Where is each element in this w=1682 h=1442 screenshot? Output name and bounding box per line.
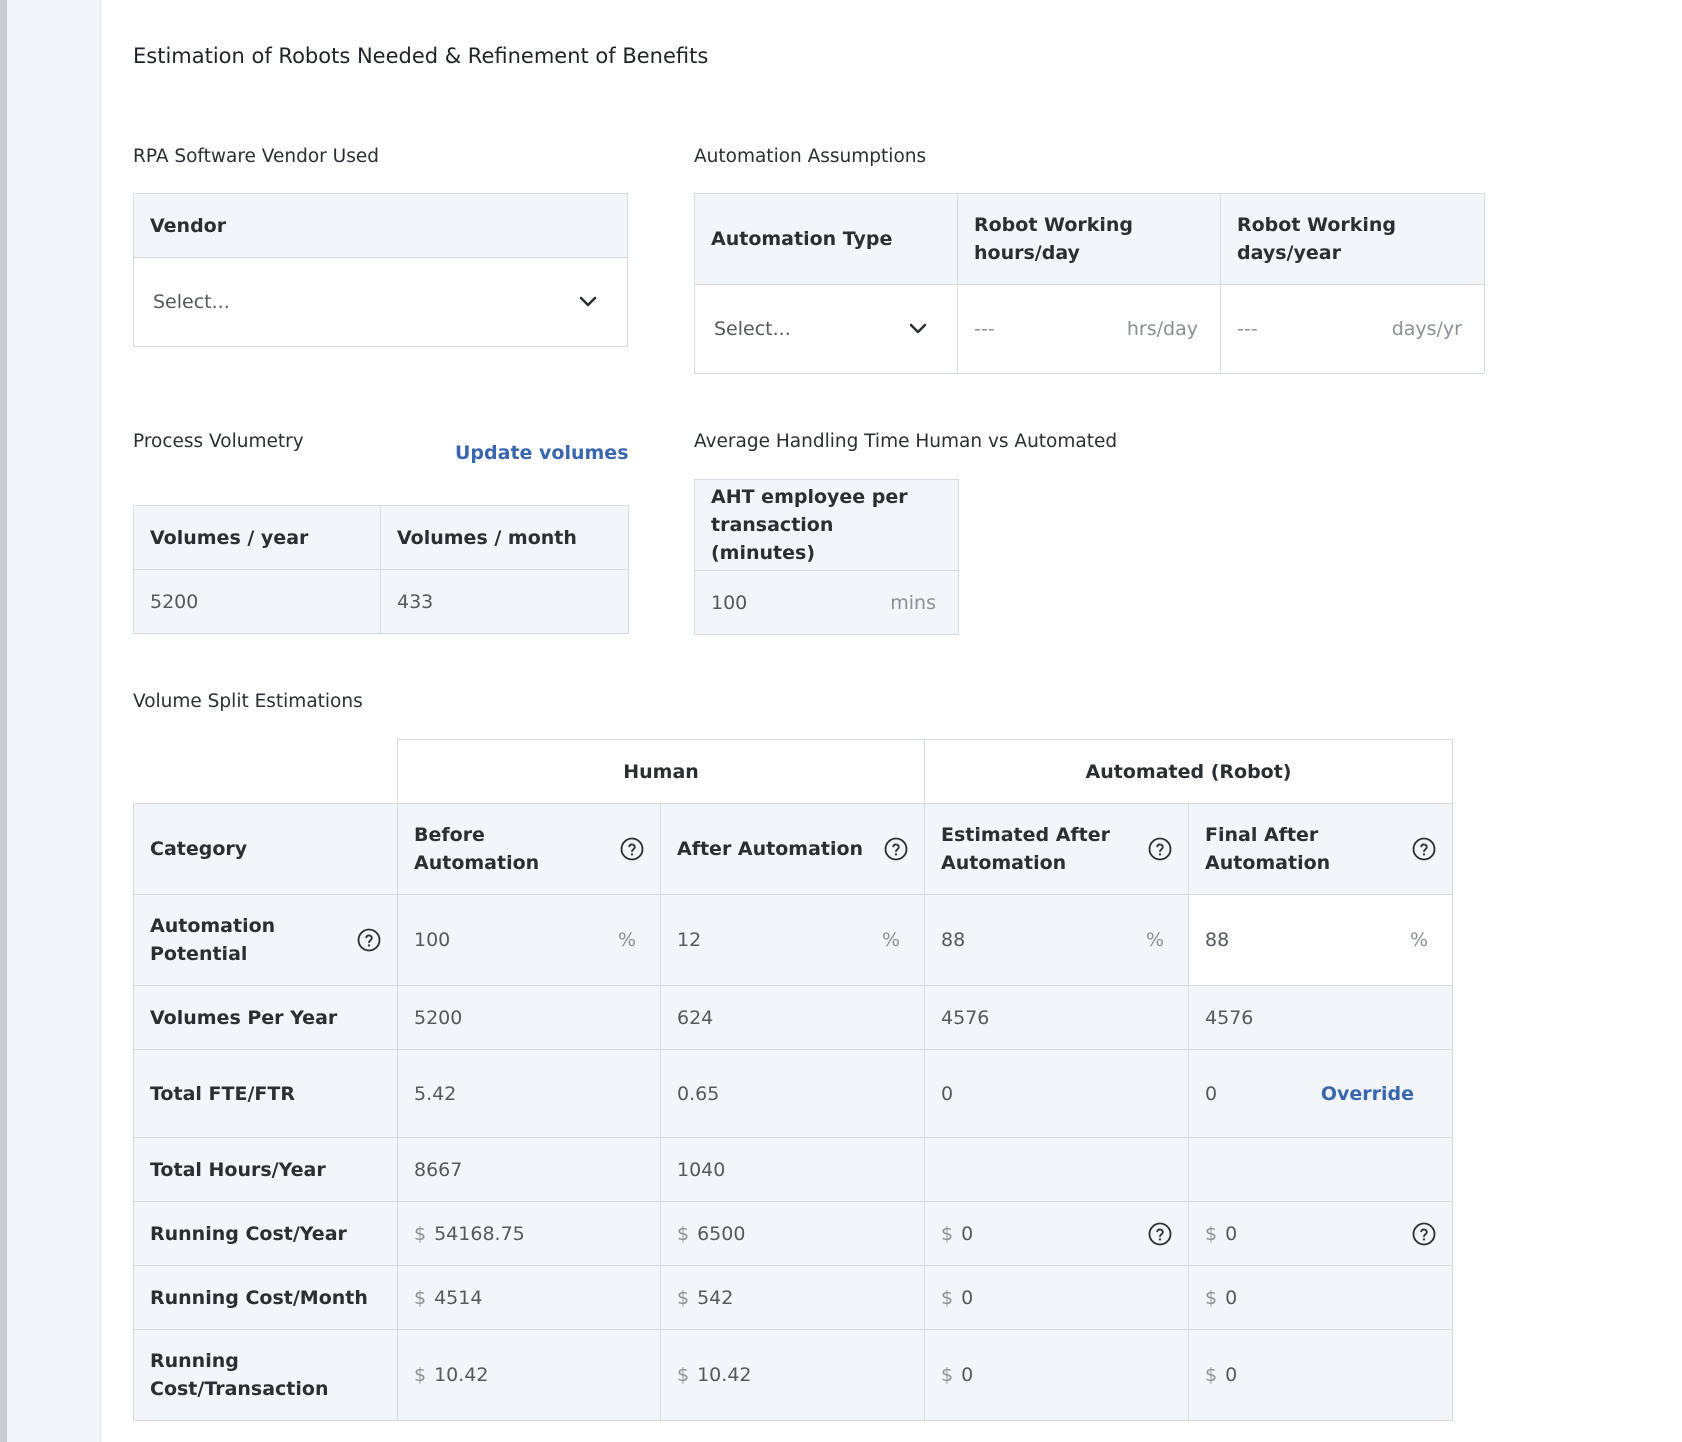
- cost-month-estimated-value: 0: [961, 1286, 974, 1309]
- aht-value-cell: [695, 571, 959, 635]
- final-after-header: [1189, 804, 1453, 895]
- percent-unit: %: [1145, 929, 1165, 951]
- volume-split-table: [133, 739, 1453, 1421]
- cost-month-estimated-cell: [925, 1266, 1189, 1330]
- currency-symbol: $: [677, 1364, 690, 1386]
- vendor-select-value: Select...: [153, 291, 230, 313]
- vendor-header: Vendor: [134, 194, 628, 258]
- percent-unit: %: [881, 929, 901, 951]
- robot-hours-input[interactable]: [958, 285, 1221, 374]
- question-circle-icon[interactable]: [1148, 837, 1172, 861]
- estimated-after-label: Estimated After Automation: [941, 824, 1111, 874]
- potential-final-input[interactable]: [1189, 895, 1453, 986]
- currency-symbol: $: [677, 1286, 690, 1309]
- row-category-label: Total FTE/FTR: [134, 1050, 398, 1138]
- cost-month-final-value: 0: [1225, 1286, 1238, 1309]
- row-category-label: Total Hours/Year: [134, 1138, 398, 1202]
- currency-symbol: $: [414, 1222, 427, 1245]
- table-row: [134, 1266, 1453, 1330]
- currency-symbol: $: [414, 1286, 427, 1309]
- final-after-label: Final After Automation: [1205, 824, 1331, 874]
- robot-days-header: Robot Working days/year: [1221, 194, 1485, 285]
- row-category-label: Automation Potential: [150, 915, 276, 965]
- robot-days-input[interactable]: [1221, 285, 1485, 374]
- cost-txn-after-value: 10.42: [697, 1364, 752, 1386]
- page-title: Estimation of Robots Needed & Refinement of Benefits: [133, 44, 709, 68]
- question-circle-icon[interactable]: [357, 928, 381, 952]
- after-automation-header: [661, 804, 925, 895]
- volumes-after-value: 624: [661, 986, 925, 1050]
- currency-symbol: $: [941, 1364, 954, 1386]
- question-circle-icon[interactable]: [1412, 837, 1436, 861]
- cost-txn-estimated-cell: [925, 1330, 1189, 1421]
- fte-after-value: 0.65: [661, 1050, 925, 1138]
- row-category-label: Running Cost/Year: [134, 1202, 398, 1266]
- fte-before-value: 5.42: [398, 1050, 661, 1138]
- fte-estimated-value: 0: [925, 1050, 1189, 1138]
- cost-txn-final-cell: [1189, 1330, 1453, 1421]
- volumes-year-value: 5200: [134, 570, 381, 634]
- cost-year-final-value: 0: [1225, 1222, 1238, 1245]
- cost-month-after-cell: [661, 1266, 925, 1330]
- percent-unit: %: [617, 929, 636, 951]
- cost-txn-final-value: 0: [1225, 1364, 1238, 1386]
- question-circle-icon[interactable]: [620, 837, 644, 861]
- cost-year-final-cell: [1189, 1202, 1453, 1266]
- update-volumes-link[interactable]: Update volumes: [455, 442, 629, 464]
- vendor-table: [133, 193, 628, 347]
- estimated-after-header: [925, 804, 1189, 895]
- group-human-header: Human: [398, 740, 925, 804]
- assumptions-table: [694, 193, 1485, 374]
- cost-txn-before-value: 10.42: [434, 1364, 489, 1386]
- robot-hours-unit: hrs/day: [1126, 318, 1198, 340]
- currency-symbol: $: [941, 1222, 954, 1245]
- chevron-down-icon[interactable]: [909, 323, 927, 335]
- volumes-final-value: 4576: [1189, 986, 1453, 1050]
- hours-after-value: 1040: [661, 1138, 925, 1202]
- robot-days-unit: days/yr: [1391, 318, 1462, 340]
- aht-value: 100: [711, 591, 748, 614]
- potential-after-value: 12: [677, 929, 702, 951]
- currency-symbol: $: [1205, 1286, 1218, 1309]
- cost-year-after-value: 6500: [697, 1222, 746, 1245]
- cost-year-before-value: 54168.75: [434, 1222, 525, 1245]
- row-category-label: Running Cost/Month: [134, 1266, 398, 1330]
- row-category-label: Running Cost/Transaction: [134, 1330, 398, 1421]
- sidebar-edge: [0, 0, 7, 1442]
- hours-estimated-value: [925, 1138, 1189, 1202]
- potential-before-cell: [398, 895, 661, 986]
- left-sidebar: [0, 0, 101, 1442]
- table-row: [134, 1138, 1453, 1202]
- automation-type-select[interactable]: [695, 285, 958, 374]
- group-robot-header: Automated (Robot): [925, 740, 1453, 804]
- cost-year-estimated-cell: [925, 1202, 1189, 1266]
- automation-type-value: Select...: [714, 318, 791, 340]
- cost-month-before-cell: [398, 1266, 661, 1330]
- vendor-select[interactable]: [134, 258, 628, 347]
- chevron-down-icon[interactable]: [579, 296, 597, 308]
- aht-header: AHT employee per transaction (minutes): [695, 480, 959, 571]
- volumetry-table: [133, 505, 629, 634]
- currency-symbol: $: [1205, 1364, 1218, 1386]
- cost-month-after-value: 542: [697, 1286, 734, 1309]
- aht-unit: mins: [890, 591, 936, 614]
- question-circle-icon[interactable]: [884, 837, 908, 861]
- question-circle-icon[interactable]: [1148, 1222, 1172, 1246]
- fte-final-value: 0: [1205, 1082, 1218, 1105]
- currency-symbol: $: [677, 1222, 690, 1245]
- cost-txn-before-cell: [398, 1330, 661, 1421]
- question-circle-icon[interactable]: [1412, 1222, 1436, 1246]
- assumptions-section-label: Automation Assumptions: [694, 146, 927, 167]
- volumes-month-value: 433: [381, 570, 629, 634]
- robot-days-value: ---: [1237, 318, 1258, 340]
- robot-hours-value: ---: [974, 318, 995, 340]
- cost-year-estimated-value: 0: [961, 1222, 974, 1245]
- volumetry-section-label: Process Volumetry: [133, 431, 304, 452]
- automation-type-header: Automation Type: [695, 194, 958, 285]
- before-automation-label: Before Automation: [414, 824, 540, 874]
- category-header: Category: [134, 804, 398, 895]
- potential-after-cell: [661, 895, 925, 986]
- cost-txn-estimated-value: 0: [961, 1364, 974, 1386]
- table-row: [134, 1330, 1453, 1421]
- potential-before-value: 100: [414, 929, 451, 951]
- aht-section-label: Average Handling Time Human vs Automated: [694, 431, 1118, 452]
- vendor-section-label: RPA Software Vendor Used: [133, 146, 379, 167]
- row-category-label: Volumes Per Year: [134, 986, 398, 1050]
- cost-month-before-value: 4514: [434, 1286, 483, 1309]
- cost-month-final-cell: [1189, 1266, 1453, 1330]
- hours-before-value: 8667: [398, 1138, 661, 1202]
- table-row: [134, 895, 1453, 986]
- table-corner: [134, 740, 398, 804]
- after-automation-label: After Automation: [677, 838, 864, 860]
- potential-estimated-cell: [925, 895, 1189, 986]
- volumes-year-header: Volumes / year: [134, 506, 381, 570]
- cost-year-after-cell: [661, 1202, 925, 1266]
- volumes-month-header: Volumes / month: [381, 506, 629, 570]
- currency-symbol: $: [1205, 1222, 1218, 1245]
- robot-hours-header: Robot Working hours/day: [958, 194, 1221, 285]
- currency-symbol: $: [414, 1364, 427, 1386]
- split-section-label: Volume Split Estimations: [133, 691, 363, 712]
- row-category-cell: [134, 895, 398, 986]
- potential-final-value: 88: [1205, 929, 1230, 951]
- percent-unit: %: [1409, 929, 1429, 951]
- fte-final-cell: [1189, 1050, 1453, 1138]
- table-row: [134, 1050, 1453, 1138]
- before-automation-header: [398, 804, 661, 895]
- potential-estimated-value: 88: [941, 929, 966, 951]
- table-row: [134, 986, 1453, 1050]
- cost-year-before-cell: [398, 1202, 661, 1266]
- table-row: [134, 1202, 1453, 1266]
- volumes-before-value: 5200: [398, 986, 661, 1050]
- currency-symbol: $: [941, 1286, 954, 1309]
- aht-table: [694, 479, 959, 635]
- volumes-estimated-value: 4576: [925, 986, 1189, 1050]
- cost-txn-after-cell: [661, 1330, 925, 1421]
- override-link[interactable]: Override: [1320, 1082, 1415, 1105]
- hours-final-value: [1189, 1138, 1453, 1202]
